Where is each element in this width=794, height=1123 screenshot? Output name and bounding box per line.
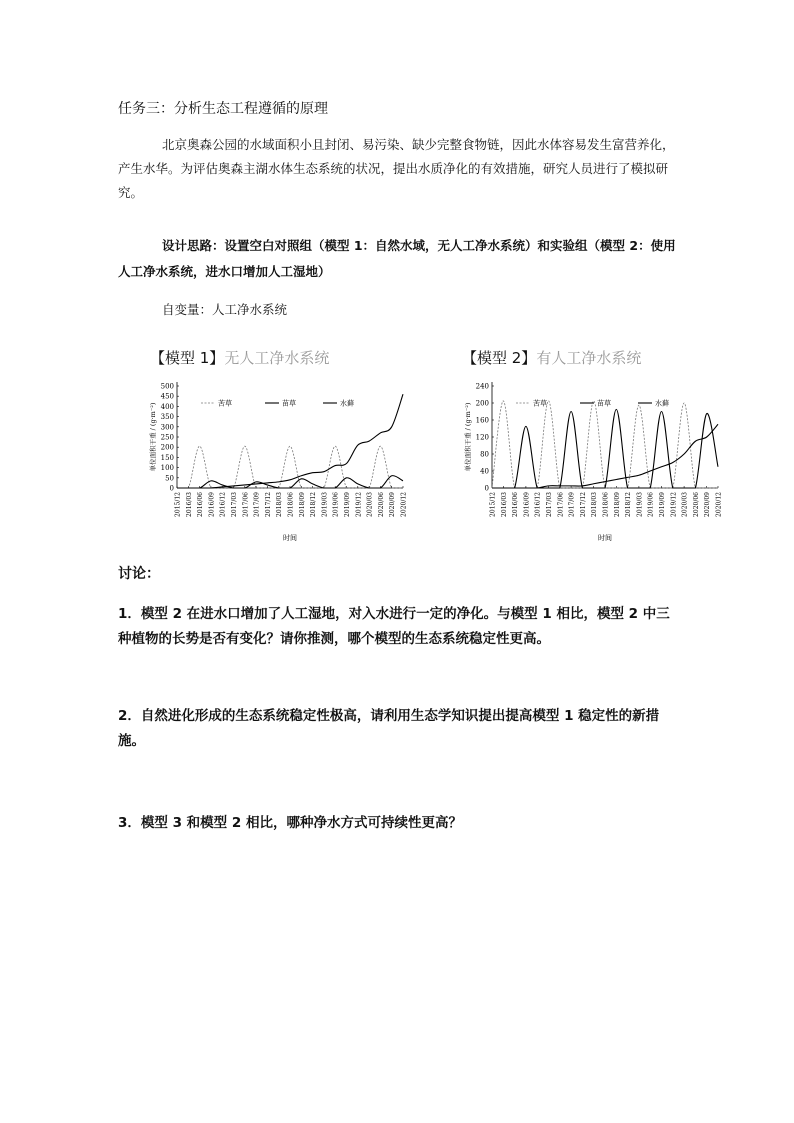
chart2-x-tick-label: 2020/12: [715, 492, 723, 517]
chart1-x-tick-label: 2019/03: [321, 492, 329, 517]
discussion-title: 讨论：: [118, 566, 160, 582]
chart2-x-tick-label: 2020/09: [704, 492, 712, 517]
chart1-title-subtitle: 无人工净水系统: [224, 349, 330, 367]
chart2-x-tick-label: 2020/03: [681, 492, 689, 517]
chart1-series-0: [177, 446, 403, 488]
chart1-y-tick-label: 500: [160, 382, 174, 391]
chart1-y-tick-label: 450: [160, 392, 174, 401]
chart2-x-tick-label: 2019/03: [636, 492, 644, 517]
intro-paragraph: 北京奥森公园的水域面积小且封闭、易污染、缺少完整食物链，因此水体容易发生富营养化，产生水华。为评估奥森主湖水体生态系统的状况，提出水质净化的有效措施，研究人员进行了模拟研究。: [118, 137, 675, 200]
chart1-title-bracket: 【模型 1】: [150, 349, 225, 367]
chart1-x-tick-label: 2017/03: [231, 492, 238, 517]
chart1-svg: [145, 372, 410, 547]
chart1-x-tick-label: 2017/09: [253, 492, 261, 517]
chart2-y-tick-label: 160: [475, 416, 489, 425]
chart1-legend-label: 苗草: [282, 399, 296, 408]
chart2-legend-label: 苦草: [533, 399, 547, 408]
chart1-x-tick-label: 2016/12: [219, 492, 227, 517]
chart1-x-tick-label: 2018/09: [298, 492, 306, 517]
chart1-x-tick-label: 2020/09: [389, 492, 397, 517]
chart2-y-tick-label: 40: [480, 467, 489, 476]
chart2-y-tick-label: 240: [475, 382, 489, 391]
chart2-x-tick-label: 2017/03: [546, 492, 553, 517]
chart1-y-tick-label: 150: [160, 453, 174, 462]
chart1-x-tick-label: 2019/09: [344, 492, 351, 517]
chart1-title: [150, 347, 329, 368]
chart2-y-tick-label: 120: [475, 433, 489, 442]
chart1-x-label: 时间: [283, 534, 297, 542]
chart1-x-tick-label: 2019/06: [332, 492, 340, 517]
chart2-x-tick-label: 2017/06: [557, 492, 565, 517]
chart1-x-tick-label: 2016/03: [185, 492, 193, 517]
chart1-y-tick-label: 350: [160, 413, 174, 422]
chart1-x-tick-label: 2018/12: [310, 492, 318, 517]
chart1-x-tick-label: 2018/03: [276, 492, 284, 517]
independent-variable: 自变量：人工净水系统: [162, 302, 288, 317]
chart1-y-tick-label: 400: [160, 402, 174, 411]
chart1-x-tick-label: 2019/12: [355, 492, 363, 517]
chart1-x-tick-label: 2017/06: [242, 492, 250, 517]
chart2-x-tick-label: 2018/03: [591, 492, 599, 517]
chart2-x-tick-label: 2016/12: [534, 492, 542, 517]
chart2-series-1: [492, 409, 718, 488]
design-idea: 设计思路：设置空白对照组（模型 1：自然水域，无人工净水系统）和实验组（模型 2：使用人工净水系统，进水口增加人工湿地）: [118, 238, 676, 279]
chart1-legend-label: 水藓: [340, 399, 354, 408]
chart2-x-tick-label: 2019/06: [647, 492, 655, 517]
question-3: 3．模型 3 和模型 2 相比，哪种净水方式可持续性更高？: [118, 815, 462, 831]
chart1-y-tick-label: 0: [169, 484, 174, 493]
chart1-x-tick-label: 2016/09: [208, 492, 216, 517]
chart2-x-tick-label: 2017/12: [579, 492, 587, 517]
chart1-y-tick-label: 100: [160, 464, 174, 473]
chart1-series-2: [177, 394, 403, 488]
chart1-x-tick-label: 2016/06: [197, 492, 205, 517]
chart2-x-tick-label: 2016/06: [512, 492, 520, 517]
question-1: 1．模型 2 在进水口增加了人工湿地，对入水进行一定的净化。与模型 1 相比，模型 2 中三种植物的长势是否有变化？请你推测，哪个模型的生态系统稳定性更高。: [118, 606, 670, 647]
chart1-legend-label: 苦草: [218, 399, 232, 408]
chart1-y-tick-label: 50: [165, 474, 174, 483]
question-2: 2．自然进化形成的生态系统稳定性极高，请利用生态学知识提出提高模型 1 稳定性的新措施。: [118, 708, 660, 749]
chart2-y-tick-label: 200: [475, 399, 489, 408]
chart2-x-tick-label: 2018/09: [613, 492, 621, 517]
chart2-x-tick-label: 2018/12: [625, 492, 633, 517]
chart2-x-label: 时间: [598, 534, 612, 542]
chart1-x-tick-label: 2020/03: [366, 492, 374, 517]
chart1-y-label: 单位面积干重 / (g·m⁻²): [149, 402, 157, 472]
chart2-y-tick-label: 80: [480, 450, 489, 459]
chart1-x-tick-label: 2020/12: [400, 492, 408, 517]
chart2-legend-label: 水藓: [655, 399, 669, 408]
chart2-x-tick-label: 2018/06: [602, 492, 610, 517]
chart1-x-tick-label: 2020/06: [377, 492, 385, 517]
chart1-y-tick-label: 200: [160, 443, 174, 452]
chart2-x-tick-label: 2016/09: [523, 492, 531, 517]
chart1-x-tick-label: 2018/06: [287, 492, 295, 517]
chart2-title: [462, 347, 641, 368]
chart2-legend-label: 苗草: [597, 399, 611, 408]
chart2-x-tick-label: 2020/06: [692, 492, 700, 517]
chart2-series-2: [492, 424, 718, 488]
chart2-svg: [460, 372, 725, 547]
chart1-y-tick-label: 250: [160, 433, 174, 442]
chart2-x-tick-label: 2017/09: [568, 492, 576, 517]
chart2-y-tick-label: 0: [484, 484, 489, 493]
chart1-x-tick-label: 2017/12: [264, 492, 272, 517]
chart1-y-tick-label: 300: [160, 423, 174, 432]
chart2-x-tick-label: 2015/12: [489, 492, 497, 517]
chart2-y-label: 单位面积干重 / (g·m⁻²): [464, 402, 472, 472]
chart2-x-tick-label: 2016/03: [500, 492, 508, 517]
chart2-x-tick-label: 2019/12: [670, 492, 678, 517]
chart2-title-subtitle: 有人工净水系统: [536, 349, 642, 367]
chart2-series-0: [492, 401, 718, 488]
task-title: 任务三：分析生态工程遵循的原理: [118, 101, 328, 117]
chart2-title-bracket: 【模型 2】: [462, 349, 537, 367]
chart1-x-tick-label: 2015/12: [174, 492, 182, 517]
chart2-x-tick-label: 2019/09: [659, 492, 666, 517]
